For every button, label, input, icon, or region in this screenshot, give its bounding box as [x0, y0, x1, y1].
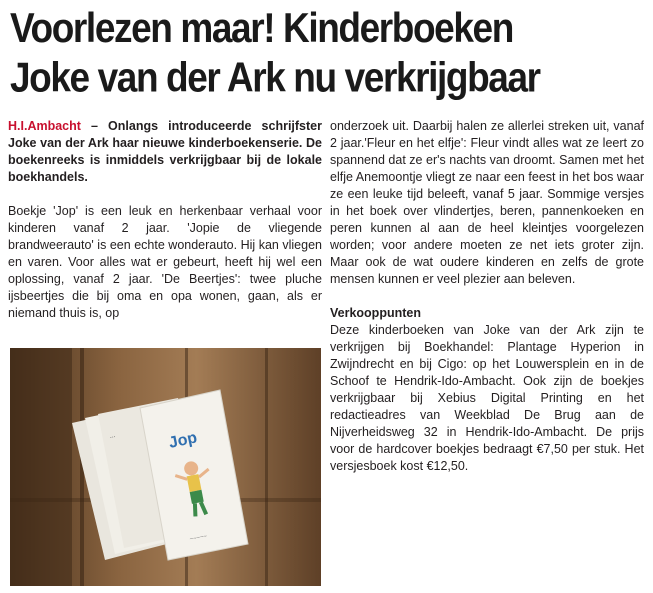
body-paragraph-1: Boekje 'Jop' is een leuk en herkenbaar verhaal voor kinderen vanaf 2 jaar. 'Jopie de vliegende brandweerauto' is een echte wonderauto. Hij kan vliegen en varen. Voor alles wat er gebeurt, heeft hij wel een oplossing, vanaf 2 jaar. 'De Beertjes': twee pluche ijsbeertjes die bij oma en opa wonen, gaan, als er niemand thuis is, op [8, 204, 322, 320]
article-headline [10, 4, 650, 103]
book-title: Jop [167, 429, 199, 452]
right-column [330, 118, 644, 475]
left-column [8, 118, 322, 322]
headline-line-2: Joke van der Ark nu verkrijgbaar [10, 54, 540, 101]
body-paragraph-2: Deze kinderboeken van Joke van der Ark zijn te verkrijgen bij Boekhandel: Plantage Hyperion in Zwijndrecht en bij Cigo: op het Louwersplein en in de Schoof te Hendrik-Ido-Ambacht. Ook zijn de boekjes verkrijgbaar bij Xebius Digital Printing en het redactieadres van Weekblad De Brug aan de Nijverheidsweg 32 in Hendrik-Ido-Ambacht. De prijs voor de hardcover boekjes bedraagt €7,50 per stuk. Het versjesboek kost €12,50. [330, 323, 644, 473]
body-paragraph-1-continued: onderzoek uit. Daarbij halen ze allerlei streken uit, vanaf 2 jaar.'Fleur en het elfje': Fleur vindt alles wat ze leert zo spannend dat ze er's nachts van droomt. Samen met het elfje Anemoontje vliegt ze naar een feest in het bos waar ze een leuke tijd beleeft, vanaf 5 jaar. Sommige versjes in het boek over vlindertjes, beren, pannenkoeken en peren kunnen al aan de heel kleintjes voorgelezen worden; voor andere moeten ze net iets groter zijn. Maar ook de wat oudere kinderen en zelfs de grote mensen kunnen er veel plezier aan beleven. [330, 119, 644, 286]
lead-paragraph [8, 118, 322, 186]
headline-line-1: Voorlezen maar! Kinderboeken [10, 5, 513, 52]
book-photo-illustration [10, 348, 321, 586]
book-photo [10, 348, 321, 586]
svg-text:~~~~~: ~~~~~ [189, 533, 208, 543]
subheading-verkooppunten: Verkooppunten [330, 306, 421, 320]
lead-text: – Onlangs introduceerde schrijfster Joke van der Ark haar nieuwe kinderboekenserie. De boekenreeks is inmiddels verkrijgbaar bij de lokale boekhandels. [8, 119, 322, 184]
dateline: H.I.Ambacht [8, 119, 81, 133]
svg-text:...: ... [108, 431, 117, 440]
